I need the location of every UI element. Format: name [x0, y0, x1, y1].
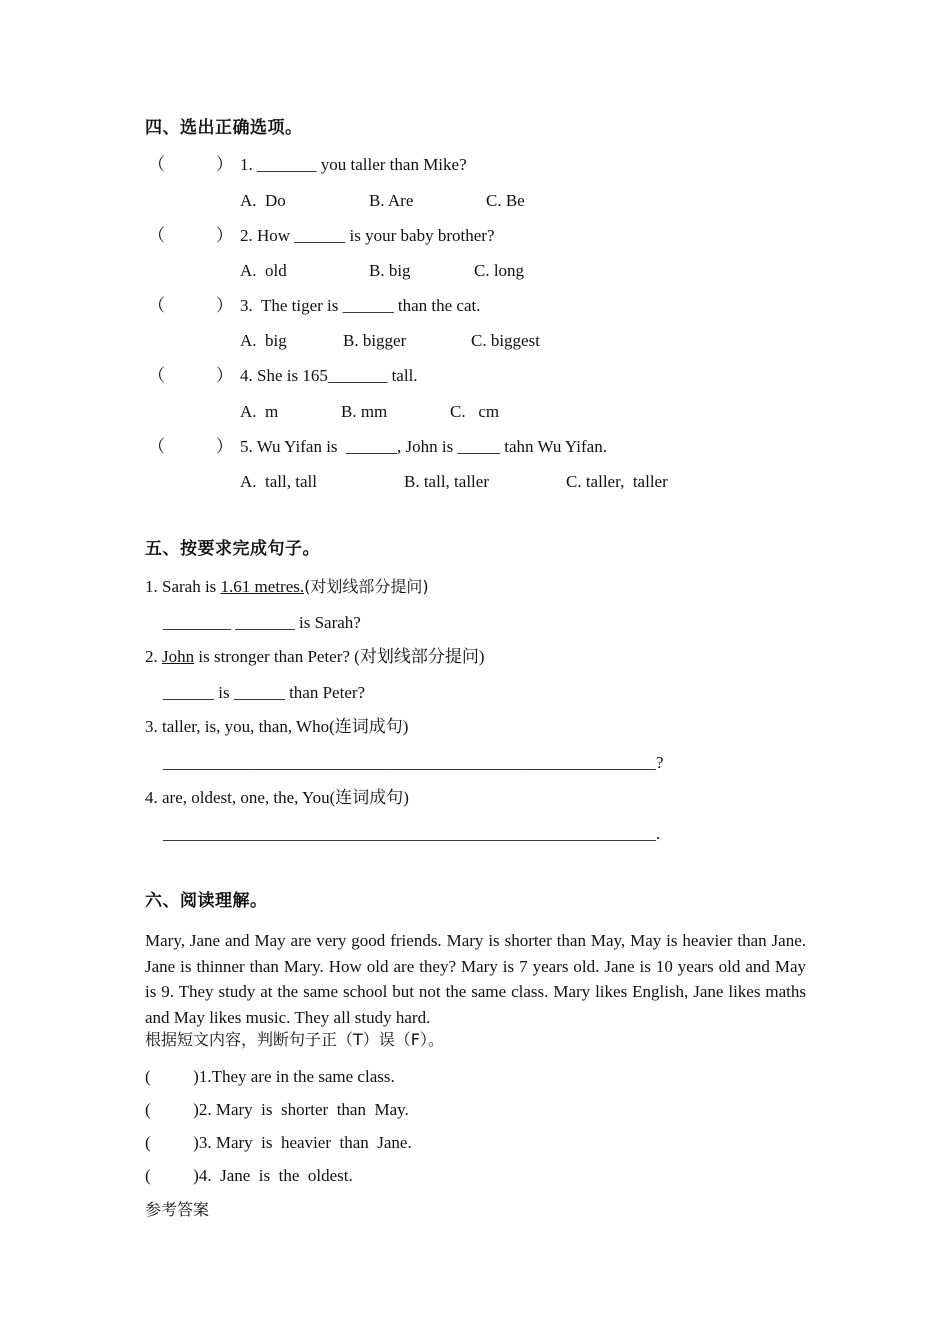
option-a: A. Do: [240, 191, 286, 210]
section5-answer-3[interactable]: __________________________________________________________?: [163, 753, 664, 772]
option-c: C. long: [474, 261, 525, 280]
section5-item-4: 4. are, oldest, one, the, You(连词成句): [145, 788, 409, 807]
question-stem: 4. She is 165_______ tall.: [240, 366, 418, 385]
true-false-item-3[interactable]: ( )3. Mary is heavier than Jane.: [145, 1133, 412, 1152]
true-false-item-2[interactable]: ( )2. Mary is shorter than May.: [145, 1100, 409, 1119]
item-instruction: (对划线部分提问): [304, 577, 429, 596]
question-stem: 5. Wu Yifan is ______, John is _____ tahn Wu Yifan.: [240, 437, 607, 456]
option-c: C. biggest: [471, 331, 540, 350]
item-text: 2.: [145, 647, 162, 666]
answer-paren[interactable]: （ ）: [148, 296, 233, 315]
section5-answer-2[interactable]: ______ is ______ than Peter?: [163, 683, 366, 702]
option-c: C. cm: [450, 402, 500, 421]
option-a: A. m: [240, 402, 279, 421]
reading-passage: Mary, Jane and May are very good friends. Mary is shorter than May, May is heavier than Jane. Jane is thinner than Mary. How old are they? Mary is 7 years old. Jane is 10 years old and May is 9. They study at the same school but not the same class. Mary likes English, Jane likes maths and May likes music. They all study hard.: [145, 931, 806, 1027]
option-a: A. tall, tall: [240, 472, 317, 491]
answer-paren[interactable]: （ ）: [148, 226, 233, 245]
option-b: B. mm: [341, 402, 388, 421]
section5-item-2: [145, 647, 485, 667]
question-stem: 2. How ______ is your baby brother?: [240, 226, 495, 245]
answer-paren[interactable]: （ ）: [148, 437, 233, 456]
option-b: B. bigger: [343, 331, 407, 350]
question-stem: 3. The tiger is ______ than the cat.: [240, 296, 481, 315]
true-false-item-1[interactable]: ( )1.They are in the same class.: [145, 1067, 395, 1086]
section5-answer-1[interactable]: ________ _______ is Sarah?: [163, 613, 361, 632]
option-b: B. tall, taller: [404, 472, 489, 491]
section5-answer-4[interactable]: __________________________________________________________.: [163, 824, 661, 843]
underlined-part: 1.61 metres.: [220, 577, 305, 596]
option-c: C. Be: [486, 191, 525, 210]
option-a: A. big: [240, 331, 287, 350]
underlined-part: John: [162, 647, 195, 666]
reading-instruction: 根据短文内容，判断句子正（T）误（F）。: [145, 1030, 444, 1049]
option-b: B. big: [369, 261, 411, 280]
section5-item-1: [145, 577, 429, 597]
true-false-item-4[interactable]: ( )4. Jane is the oldest.: [145, 1166, 353, 1185]
answer-key-label: 参考答案: [145, 1200, 210, 1219]
item-text: 1. Sarah is: [145, 577, 221, 596]
section4-heading: 四、选出正确选项。: [145, 118, 303, 138]
section5-heading: 五、按要求完成句子。: [145, 539, 320, 559]
option-a: A. old: [240, 261, 287, 280]
section6-heading: 六、阅读理解。: [145, 891, 268, 911]
section5-item-3: 3. taller, is, you, than, Who(连词成句): [145, 717, 409, 736]
item-instruction: is stronger than Peter? (对划线部分提问): [194, 647, 485, 666]
answer-paren[interactable]: （ ）: [148, 366, 233, 385]
option-b: B. Are: [369, 191, 414, 210]
option-c: C. taller, taller: [566, 472, 668, 491]
answer-paren[interactable]: （ ）: [148, 155, 233, 174]
question-stem: 1. _______ you taller than Mike?: [240, 155, 467, 174]
